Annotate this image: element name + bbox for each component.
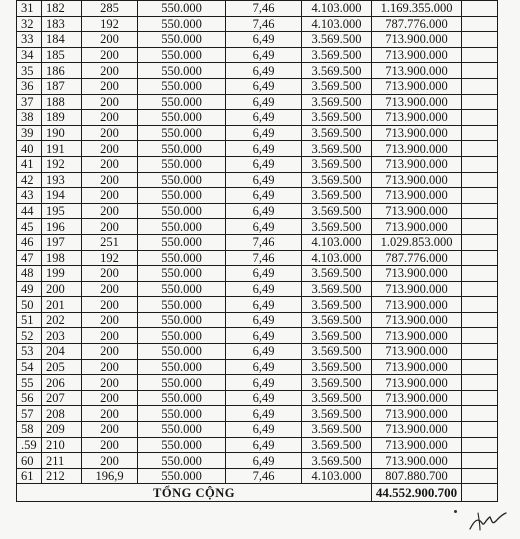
unit-price-cell: 550.000 <box>138 312 226 328</box>
coefficient-cell: 6,49 <box>226 422 302 438</box>
note-cell <box>462 32 498 48</box>
adjusted-price-cell: 3.569.500 <box>302 32 372 48</box>
coefficient-cell: 6,49 <box>226 344 302 360</box>
signature-icon <box>468 509 508 533</box>
price-table <box>16 0 498 502</box>
note-cell <box>462 437 498 453</box>
amount-cell: 1.169.355.000 <box>372 1 462 17</box>
lot-number-cell: 183 <box>42 16 82 32</box>
note-cell <box>462 328 498 344</box>
table-row <box>17 203 498 219</box>
lot-number-cell: 182 <box>42 1 82 17</box>
unit-price-cell: 550.000 <box>138 172 226 188</box>
unit-price-cell: 550.000 <box>138 125 226 141</box>
amount-cell: 713.900.000 <box>372 47 462 63</box>
adjusted-price-cell: 3.569.500 <box>302 312 372 328</box>
lot-number-cell: 192 <box>42 156 82 172</box>
adjusted-price-cell: 3.569.500 <box>302 47 372 63</box>
row-number-cell: 45 <box>17 219 42 235</box>
area-cell: 200 <box>82 422 138 438</box>
table-row <box>17 359 498 375</box>
coefficient-cell: 7,46 <box>226 250 302 266</box>
note-cell <box>462 406 498 422</box>
table-row <box>17 453 498 469</box>
area-cell: 200 <box>82 390 138 406</box>
unit-price-cell: 550.000 <box>138 141 226 157</box>
table-row <box>17 390 498 406</box>
note-cell <box>462 47 498 63</box>
adjusted-price-cell: 3.569.500 <box>302 422 372 438</box>
lot-number-cell: 189 <box>42 110 82 126</box>
row-number-cell: 53 <box>17 344 42 360</box>
table-row <box>17 141 498 157</box>
table-row <box>17 219 498 235</box>
area-cell: 200 <box>82 63 138 79</box>
area-cell: 200 <box>82 312 138 328</box>
amount-cell: 713.900.000 <box>372 63 462 79</box>
coefficient-cell: 6,49 <box>226 453 302 469</box>
amount-cell: 787.776.000 <box>372 250 462 266</box>
amount-cell: 713.900.000 <box>372 453 462 469</box>
lot-number-cell: 206 <box>42 375 82 391</box>
note-cell <box>462 110 498 126</box>
note-cell <box>462 234 498 250</box>
row-number-cell: 39 <box>17 125 42 141</box>
area-cell: 200 <box>82 172 138 188</box>
amount-cell: 713.900.000 <box>372 406 462 422</box>
row-number-cell: 34 <box>17 47 42 63</box>
table-row <box>17 172 498 188</box>
amount-cell: 713.900.000 <box>372 32 462 48</box>
unit-price-cell: 550.000 <box>138 375 226 391</box>
unit-price-cell: 550.000 <box>138 406 226 422</box>
note-cell <box>462 453 498 469</box>
coefficient-cell: 6,49 <box>226 328 302 344</box>
row-number-cell: 61 <box>17 468 42 484</box>
area-cell: 192 <box>82 250 138 266</box>
note-cell <box>462 312 498 328</box>
lot-number-cell: 187 <box>42 78 82 94</box>
coefficient-cell: 6,49 <box>226 110 302 126</box>
note-cell <box>462 219 498 235</box>
unit-price-cell: 550.000 <box>138 1 226 17</box>
amount-cell: 713.900.000 <box>372 125 462 141</box>
area-cell: 200 <box>82 281 138 297</box>
note-cell <box>462 141 498 157</box>
lot-number-cell: 186 <box>42 63 82 79</box>
row-number-cell: 57 <box>17 406 42 422</box>
row-number-cell: 51 <box>17 312 42 328</box>
adjusted-price-cell: 3.569.500 <box>302 281 372 297</box>
adjusted-price-cell: 3.569.500 <box>302 375 372 391</box>
amount-cell: 713.900.000 <box>372 78 462 94</box>
amount-cell: 713.900.000 <box>372 390 462 406</box>
amount-cell: 713.900.000 <box>372 156 462 172</box>
lot-number-cell: 210 <box>42 437 82 453</box>
amount-cell: 713.900.000 <box>372 422 462 438</box>
area-cell: 200 <box>82 219 138 235</box>
adjusted-price-cell: 3.569.500 <box>302 172 372 188</box>
lot-number-cell: 188 <box>42 94 82 110</box>
unit-price-cell: 550.000 <box>138 266 226 282</box>
table-row <box>17 188 498 204</box>
note-cell <box>462 172 498 188</box>
row-number-cell: 47 <box>17 250 42 266</box>
adjusted-price-cell: 3.569.500 <box>302 110 372 126</box>
coefficient-cell: 6,49 <box>226 125 302 141</box>
area-cell: 200 <box>82 156 138 172</box>
adjusted-price-cell: 4.103.000 <box>302 1 372 17</box>
unit-price-cell: 550.000 <box>138 156 226 172</box>
coefficient-cell: 6,49 <box>226 172 302 188</box>
note-cell <box>462 63 498 79</box>
area-cell: 200 <box>82 110 138 126</box>
area-cell: 200 <box>82 359 138 375</box>
adjusted-price-cell: 3.569.500 <box>302 359 372 375</box>
lot-number-cell: 199 <box>42 266 82 282</box>
table-row <box>17 234 498 250</box>
area-cell: 200 <box>82 328 138 344</box>
adjusted-price-cell: 4.103.000 <box>302 234 372 250</box>
land-price-table-page <box>16 0 497 502</box>
lot-number-cell: 202 <box>42 312 82 328</box>
coefficient-cell: 6,49 <box>226 203 302 219</box>
table-row <box>17 94 498 110</box>
unit-price-cell: 550.000 <box>138 203 226 219</box>
table-row <box>17 156 498 172</box>
unit-price-cell: 550.000 <box>138 344 226 360</box>
table-row <box>17 375 498 391</box>
coefficient-cell: 7,46 <box>226 234 302 250</box>
coefficient-cell: 6,49 <box>226 47 302 63</box>
area-cell: 200 <box>82 453 138 469</box>
area-cell: 200 <box>82 437 138 453</box>
table-row <box>17 406 498 422</box>
table-row <box>17 47 498 63</box>
unit-price-cell: 550.000 <box>138 468 226 484</box>
area-cell: 200 <box>82 32 138 48</box>
unit-price-cell: 550.000 <box>138 359 226 375</box>
table-row <box>17 297 498 313</box>
row-number-cell: 32 <box>17 16 42 32</box>
adjusted-price-cell: 3.569.500 <box>302 156 372 172</box>
lot-number-cell: 196 <box>42 219 82 235</box>
note-cell <box>462 188 498 204</box>
row-number-cell: 50 <box>17 297 42 313</box>
amount-cell: 713.900.000 <box>372 344 462 360</box>
adjusted-price-cell: 3.569.500 <box>302 94 372 110</box>
coefficient-cell: 6,49 <box>226 297 302 313</box>
note-cell <box>462 203 498 219</box>
unit-price-cell: 550.000 <box>138 328 226 344</box>
table-row <box>17 110 498 126</box>
table-row <box>17 281 498 297</box>
unit-price-cell: 550.000 <box>138 32 226 48</box>
unit-price-cell: 550.000 <box>138 390 226 406</box>
unit-price-cell: 550.000 <box>138 437 226 453</box>
adjusted-price-cell: 3.569.500 <box>302 78 372 94</box>
amount-cell: 713.900.000 <box>372 375 462 391</box>
note-cell <box>462 297 498 313</box>
amount-cell: 713.900.000 <box>372 219 462 235</box>
unit-price-cell: 550.000 <box>138 422 226 438</box>
unit-price-cell: 550.000 <box>138 110 226 126</box>
row-number-cell: 36 <box>17 78 42 94</box>
amount-cell: 713.900.000 <box>372 203 462 219</box>
row-number-cell: 46 <box>17 234 42 250</box>
coefficient-cell: 7,46 <box>226 16 302 32</box>
row-number-cell: 43 <box>17 188 42 204</box>
unit-price-cell: 550.000 <box>138 297 226 313</box>
adjusted-price-cell: 3.569.500 <box>302 390 372 406</box>
adjusted-price-cell: 3.569.500 <box>302 453 372 469</box>
adjusted-price-cell: 3.569.500 <box>302 437 372 453</box>
adjusted-price-cell: 4.103.000 <box>302 468 372 484</box>
row-number-cell: 35 <box>17 63 42 79</box>
lot-number-cell: 201 <box>42 297 82 313</box>
note-cell <box>462 375 498 391</box>
adjusted-price-cell: 3.569.500 <box>302 219 372 235</box>
table-row <box>17 344 498 360</box>
coefficient-cell: 6,49 <box>226 156 302 172</box>
coefficient-cell: 6,49 <box>226 94 302 110</box>
area-cell: 200 <box>82 125 138 141</box>
unit-price-cell: 550.000 <box>138 78 226 94</box>
ink-dot <box>454 510 457 513</box>
table-row <box>17 16 498 32</box>
area-cell: 200 <box>82 266 138 282</box>
total-amount: 44.552.900.700 <box>372 484 462 502</box>
adjusted-price-cell: 3.569.500 <box>302 266 372 282</box>
note-cell <box>462 281 498 297</box>
row-number-cell: 54 <box>17 359 42 375</box>
row-number-cell: 37 <box>17 94 42 110</box>
lot-number-cell: 200 <box>42 281 82 297</box>
row-number-cell: 40 <box>17 141 42 157</box>
total-row <box>17 484 498 502</box>
coefficient-cell: 6,49 <box>226 32 302 48</box>
unit-price-cell: 550.000 <box>138 281 226 297</box>
table-row <box>17 312 498 328</box>
note-cell <box>462 78 498 94</box>
total-label: TỔNG CỘNG <box>17 484 372 502</box>
coefficient-cell: 6,49 <box>226 281 302 297</box>
table-row <box>17 250 498 266</box>
unit-price-cell: 550.000 <box>138 219 226 235</box>
area-cell: 200 <box>82 141 138 157</box>
area-cell: 200 <box>82 188 138 204</box>
amount-cell: 713.900.000 <box>372 281 462 297</box>
amount-cell: 713.900.000 <box>372 266 462 282</box>
adjusted-price-cell: 3.569.500 <box>302 297 372 313</box>
amount-cell: 713.900.000 <box>372 188 462 204</box>
row-number-cell: 42 <box>17 172 42 188</box>
lot-number-cell: 193 <box>42 172 82 188</box>
amount-cell: 713.900.000 <box>372 297 462 313</box>
note-cell <box>462 468 498 484</box>
note-cell <box>462 344 498 360</box>
lot-number-cell: 203 <box>42 328 82 344</box>
row-number-cell: 52 <box>17 328 42 344</box>
area-cell: 200 <box>82 203 138 219</box>
adjusted-price-cell: 3.569.500 <box>302 188 372 204</box>
table-row <box>17 1 498 17</box>
coefficient-cell: 6,49 <box>226 188 302 204</box>
area-cell: 285 <box>82 1 138 17</box>
unit-price-cell: 550.000 <box>138 16 226 32</box>
area-cell: 192 <box>82 16 138 32</box>
area-cell: 200 <box>82 344 138 360</box>
amount-cell: 713.900.000 <box>372 328 462 344</box>
area-cell: 200 <box>82 297 138 313</box>
note-cell <box>462 250 498 266</box>
area-cell: 200 <box>82 406 138 422</box>
row-number-cell: 56 <box>17 390 42 406</box>
adjusted-price-cell: 3.569.500 <box>302 203 372 219</box>
table-row <box>17 78 498 94</box>
adjusted-price-cell: 4.103.000 <box>302 250 372 266</box>
table-row <box>17 422 498 438</box>
note-cell <box>462 156 498 172</box>
unit-price-cell: 550.000 <box>138 250 226 266</box>
lot-number-cell: 208 <box>42 406 82 422</box>
unit-price-cell: 550.000 <box>138 63 226 79</box>
coefficient-cell: 7,46 <box>226 1 302 17</box>
table-row <box>17 328 498 344</box>
note-cell <box>462 1 498 17</box>
row-number-cell: 55 <box>17 375 42 391</box>
coefficient-cell: 6,49 <box>226 78 302 94</box>
row-number-cell: 44 <box>17 203 42 219</box>
unit-price-cell: 550.000 <box>138 453 226 469</box>
coefficient-cell: 6,49 <box>226 63 302 79</box>
row-number-cell: 38 <box>17 110 42 126</box>
row-number-cell: 58 <box>17 422 42 438</box>
note-cell <box>462 94 498 110</box>
table-row <box>17 437 498 453</box>
lot-number-cell: 211 <box>42 453 82 469</box>
lot-number-cell: 198 <box>42 250 82 266</box>
row-number-cell: .59 <box>17 437 42 453</box>
price-table-body <box>17 1 498 484</box>
note-cell <box>462 125 498 141</box>
row-number-cell: 31 <box>17 1 42 17</box>
area-cell: 200 <box>82 94 138 110</box>
amount-cell: 787.776.000 <box>372 16 462 32</box>
area-cell: 196,9 <box>82 468 138 484</box>
lot-number-cell: 184 <box>42 32 82 48</box>
table-row <box>17 266 498 282</box>
lot-number-cell: 204 <box>42 344 82 360</box>
adjusted-price-cell: 3.569.500 <box>302 328 372 344</box>
area-cell: 200 <box>82 375 138 391</box>
table-row <box>17 63 498 79</box>
table-row <box>17 468 498 484</box>
lot-number-cell: 194 <box>42 188 82 204</box>
amount-cell: 713.900.000 <box>372 359 462 375</box>
unit-price-cell: 550.000 <box>138 234 226 250</box>
note-cell <box>462 359 498 375</box>
row-number-cell: 60 <box>17 453 42 469</box>
lot-number-cell: 205 <box>42 359 82 375</box>
lot-number-cell: 191 <box>42 141 82 157</box>
unit-price-cell: 550.000 <box>138 94 226 110</box>
note-cell <box>462 266 498 282</box>
coefficient-cell: 6,49 <box>226 312 302 328</box>
adjusted-price-cell: 3.569.500 <box>302 406 372 422</box>
amount-cell: 713.900.000 <box>372 437 462 453</box>
table-row <box>17 32 498 48</box>
coefficient-cell: 6,49 <box>226 375 302 391</box>
lot-number-cell: 195 <box>42 203 82 219</box>
coefficient-cell: 6,49 <box>226 141 302 157</box>
unit-price-cell: 550.000 <box>138 188 226 204</box>
coefficient-cell: 6,49 <box>226 437 302 453</box>
adjusted-price-cell: 3.569.500 <box>302 63 372 79</box>
amount-cell: 713.900.000 <box>372 110 462 126</box>
coefficient-cell: 6,49 <box>226 406 302 422</box>
note-cell <box>462 16 498 32</box>
amount-cell: 807.880.700 <box>372 468 462 484</box>
amount-cell: 713.900.000 <box>372 172 462 188</box>
row-number-cell: 48 <box>17 266 42 282</box>
note-cell <box>462 390 498 406</box>
lot-number-cell: 185 <box>42 47 82 63</box>
table-row <box>17 125 498 141</box>
coefficient-cell: 6,49 <box>226 359 302 375</box>
lot-number-cell: 209 <box>42 422 82 438</box>
total-empty-cell <box>462 484 498 502</box>
area-cell: 200 <box>82 78 138 94</box>
unit-price-cell: 550.000 <box>138 47 226 63</box>
lot-number-cell: 207 <box>42 390 82 406</box>
row-number-cell: 49 <box>17 281 42 297</box>
adjusted-price-cell: 3.569.500 <box>302 344 372 360</box>
coefficient-cell: 6,49 <box>226 219 302 235</box>
adjusted-price-cell: 4.103.000 <box>302 16 372 32</box>
adjusted-price-cell: 3.569.500 <box>302 141 372 157</box>
area-cell: 251 <box>82 234 138 250</box>
coefficient-cell: 6,49 <box>226 390 302 406</box>
amount-cell: 713.900.000 <box>372 141 462 157</box>
adjusted-price-cell: 3.569.500 <box>302 125 372 141</box>
note-cell <box>462 422 498 438</box>
amount-cell: 713.900.000 <box>372 94 462 110</box>
amount-cell: 1.029.853.000 <box>372 234 462 250</box>
row-number-cell: 33 <box>17 32 42 48</box>
coefficient-cell: 7,46 <box>226 468 302 484</box>
lot-number-cell: 190 <box>42 125 82 141</box>
amount-cell: 713.900.000 <box>372 312 462 328</box>
row-number-cell: 41 <box>17 156 42 172</box>
area-cell: 200 <box>82 47 138 63</box>
lot-number-cell: 212 <box>42 468 82 484</box>
coefficient-cell: 6,49 <box>226 266 302 282</box>
lot-number-cell: 197 <box>42 234 82 250</box>
